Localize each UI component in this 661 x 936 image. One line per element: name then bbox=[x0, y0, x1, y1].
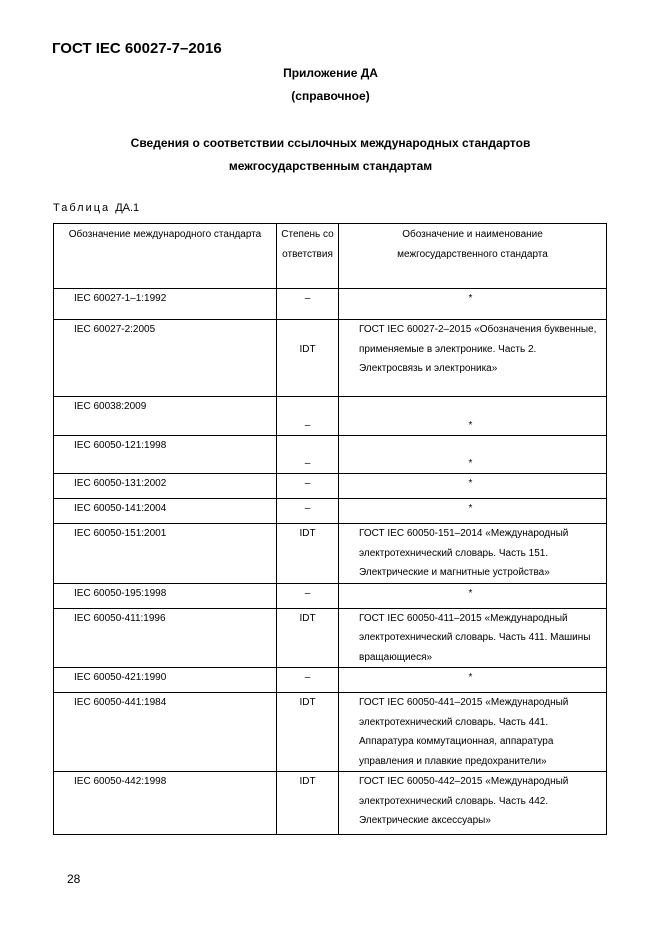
national-standard: ГОСТ IEC 60050-442–2015 «Международный электротехнический словарь. Часть 442. Электрические аксессуары» bbox=[339, 772, 607, 835]
header-degree: Степень соответствия bbox=[277, 224, 339, 289]
intl-standard: IEC 60050-151:2001 bbox=[54, 524, 277, 584]
intl-standard: IEC 60038:2009 bbox=[54, 397, 277, 436]
intl-standard: IEC 60050-441:1984 bbox=[54, 693, 277, 772]
national-standard: * bbox=[339, 499, 607, 524]
table-caption bbox=[53, 202, 139, 214]
degree-of-conformity: – bbox=[277, 289, 339, 320]
table-row bbox=[54, 289, 607, 320]
table-row bbox=[54, 583, 607, 608]
appendix-subtitle: (справочное) bbox=[291, 89, 370, 103]
appendix-heading-line2: межгосударственным стандартам bbox=[228, 159, 433, 173]
degree-of-conformity: IDT bbox=[277, 608, 339, 668]
intl-standard: IEC 60050-131:2002 bbox=[54, 474, 277, 499]
table-row bbox=[54, 608, 607, 668]
degree-of-conformity: – bbox=[277, 436, 339, 474]
degree-of-conformity: IDT bbox=[277, 524, 339, 584]
intl-standard: IEC 60050-195:1998 bbox=[54, 583, 277, 608]
appendix-title: Приложение ДА bbox=[283, 66, 378, 80]
table-caption-prefix: Таблица bbox=[53, 202, 111, 214]
national-standard: ГОСТ IEC 60027-2–2015 «Обозначения буквенные, применяемые в электронике. Часть 2. Электросвязь и электроника» bbox=[339, 320, 607, 397]
intl-standard: IEC 60050-121:1998 bbox=[54, 436, 277, 474]
national-standard: * bbox=[339, 583, 607, 608]
intl-standard: IEC 60050-421:1990 bbox=[54, 668, 277, 693]
document-code: ГОСТ IEC 60027-7–2016 bbox=[52, 40, 222, 57]
header-national-standard: Обозначение и наименование межгосударственного стандарта bbox=[339, 224, 607, 289]
national-standard: * bbox=[339, 397, 607, 436]
degree-of-conformity: IDT bbox=[277, 772, 339, 835]
intl-standard: IEC 60050-411:1996 bbox=[54, 608, 277, 668]
table-row bbox=[54, 436, 607, 474]
appendix-heading-line1: Сведения о соответствии ссылочных международных стандартов bbox=[130, 136, 531, 150]
intl-standard: IEC 60050-442:1998 bbox=[54, 772, 277, 835]
national-standard: * bbox=[339, 474, 607, 499]
intl-standard: IEC 60027-2:2005 bbox=[54, 320, 277, 397]
degree-of-conformity: – bbox=[277, 474, 339, 499]
table-row bbox=[54, 668, 607, 693]
degree-of-conformity: IDT bbox=[277, 693, 339, 772]
intl-standard: IEC 60050-141:2004 bbox=[54, 499, 277, 524]
page-number: 28 bbox=[67, 872, 81, 886]
table-row bbox=[54, 474, 607, 499]
table-row bbox=[54, 499, 607, 524]
table-caption-number: ДА.1 bbox=[115, 202, 140, 214]
header-intl-standard: Обозначение международного стандарта bbox=[54, 224, 277, 289]
national-standard: ГОСТ IEC 60050-441–2015 «Международный электротехнический словарь. Часть 441. Аппаратура коммутационная, аппаратура управления и плавкие предохранители» bbox=[339, 693, 607, 772]
degree-of-conformity: – bbox=[277, 397, 339, 436]
table-row bbox=[54, 693, 607, 772]
national-standard: * bbox=[339, 436, 607, 474]
national-standard: * bbox=[339, 668, 607, 693]
table-row bbox=[54, 397, 607, 436]
national-standard: ГОСТ IEC 60050-151–2014 «Международный электротехнический словарь. Часть 151. Электрические и магнитные устройства» bbox=[339, 524, 607, 584]
table-header-row bbox=[54, 224, 607, 289]
degree-of-conformity: IDT bbox=[277, 320, 339, 397]
degree-of-conformity: – bbox=[277, 583, 339, 608]
intl-standard: IEC 60027-1–1:1992 bbox=[54, 289, 277, 320]
table-row bbox=[54, 524, 607, 584]
national-standard: * bbox=[339, 289, 607, 320]
table-row bbox=[54, 320, 607, 397]
table-row bbox=[54, 772, 607, 835]
degree-of-conformity: – bbox=[277, 499, 339, 524]
standards-table bbox=[53, 223, 607, 835]
national-standard: ГОСТ IEC 60050-411–2015 «Международный электротехнический словарь. Часть 411. Машины вращающиеся» bbox=[339, 608, 607, 668]
degree-of-conformity: – bbox=[277, 668, 339, 693]
